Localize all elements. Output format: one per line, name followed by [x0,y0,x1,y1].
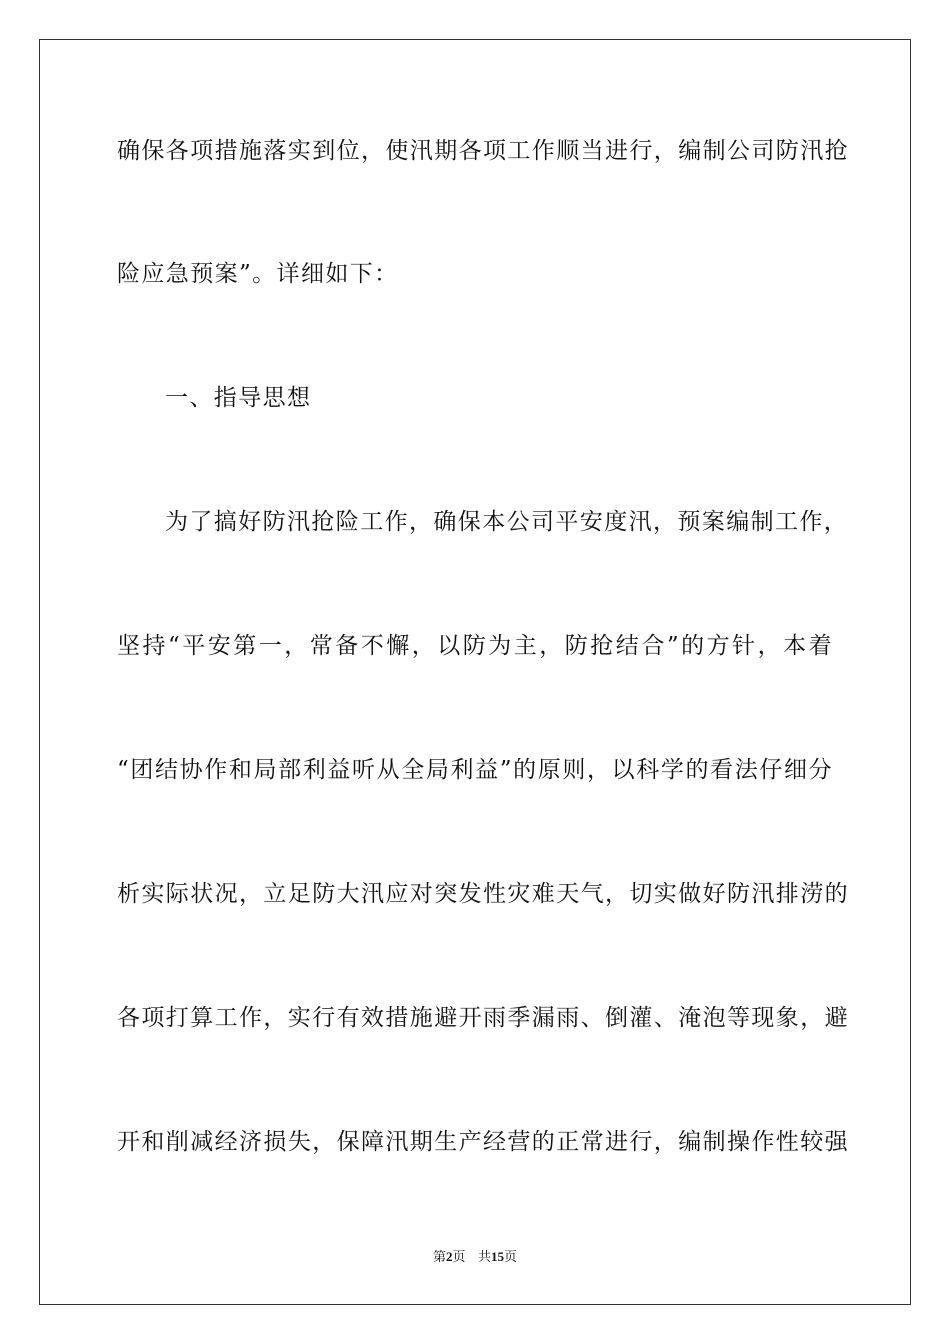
footer-total-suffix: 页 [503,1250,517,1265]
footer-total-pages: 15 [490,1249,504,1264]
footer-page-suffix: 页 [452,1250,466,1265]
paragraph-line: 开和削减经济损失，保障汛期生产经营的正常进行，编制操作性较强 [117,1129,849,1155]
footer-page-number: 2 [446,1249,453,1264]
paragraph-line: 坚持“平安第一，常备不懈，以防为主，防抢结合”的方针，本着 [117,633,833,659]
paragraph-line: 险应急预案”。详细如下： [117,261,399,287]
paragraph-line: 为了搞好防汛抢险工作，确保本公司平安度汛，预案编制工作， [165,509,849,535]
page-footer [0,1248,950,1267]
paragraph-line: 析实际状况，立足防大汛应对突发性灾难天气，切实做好防汛排涝的 [117,881,849,907]
paragraph-line: “团结协作和局部利益听从全局利益”的原则，以科学的看法仔细分 [117,757,833,783]
section-heading: 一、指导思想 [165,385,312,411]
footer-page-prefix: 第 [433,1250,447,1265]
page-border [39,39,911,1305]
paragraph-line: 各项打算工作，实行有效措施避开雨季漏雨、倒灌、淹泡等现象，避 [117,1005,849,1031]
paragraph-line: 确保各项措施落实到位，使汛期各项工作顺当进行，编制公司防汛抢 [117,138,849,164]
footer-total-prefix: 共 [477,1250,491,1265]
